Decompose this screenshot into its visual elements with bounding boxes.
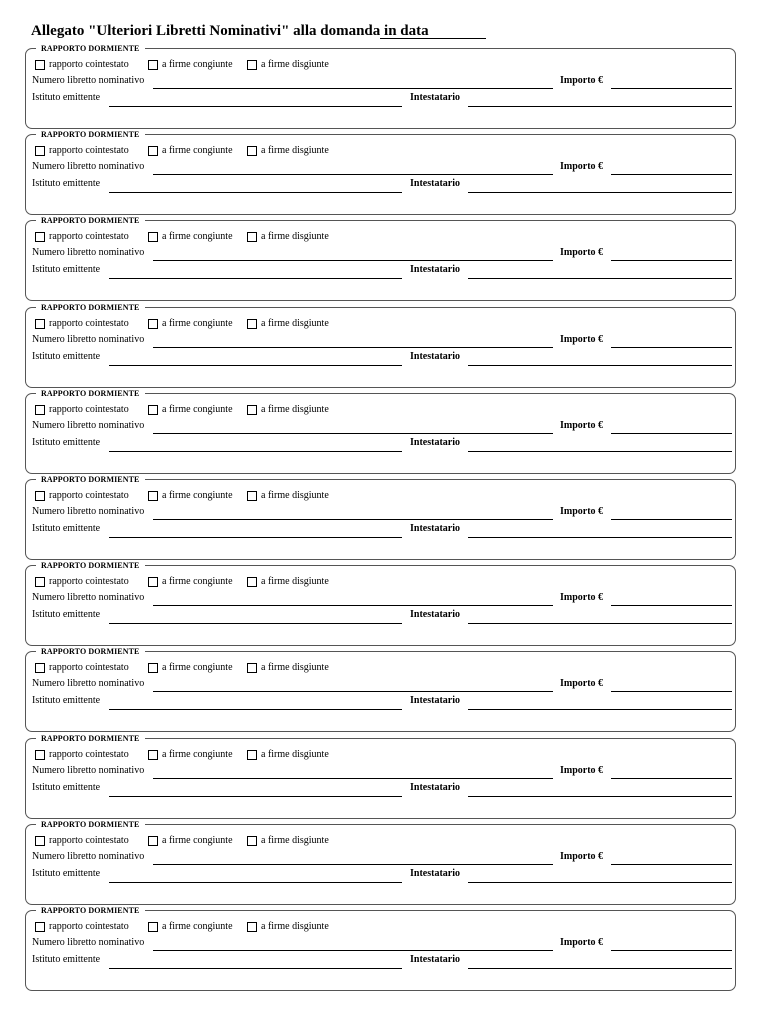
intestatario-label: Intestatario [410, 178, 460, 189]
istituto-emittente-field[interactable] [109, 954, 402, 969]
option-firme-disgiunte[interactable] [247, 404, 329, 416]
date-field[interactable] [380, 38, 486, 39]
istituto-emittente-field[interactable] [109, 264, 402, 279]
checkbox-firme-disgiunte[interactable] [247, 491, 257, 501]
intestatario-field[interactable] [468, 178, 732, 193]
istituto-emittente-field[interactable] [109, 609, 402, 624]
intestatario-field[interactable] [468, 695, 732, 710]
option-rapporto-cointestato[interactable] [35, 145, 129, 157]
istituto-emittente-field[interactable] [109, 523, 402, 538]
option-rapporto-cointestato[interactable] [35, 662, 129, 674]
intestatario-field[interactable] [468, 609, 732, 624]
option-label: a firme congiunte [162, 749, 233, 760]
option-firme-congiunte[interactable] [148, 576, 233, 588]
rapporto-dormiente-section [25, 389, 736, 474]
istituto-emittente-label: Istituto emittente [32, 351, 101, 362]
rapporto-dormiente-section [25, 906, 736, 991]
option-label: a firme congiunte [162, 231, 233, 242]
checkbox-firme-congiunte[interactable] [148, 146, 158, 156]
intestatario-label: Intestatario [410, 351, 460, 362]
numero-libretto-field[interactable] [153, 936, 553, 951]
numero-libretto-field[interactable] [153, 591, 553, 606]
istituto-emittente-field[interactable] [109, 868, 402, 883]
option-label: a firme congiunte [162, 318, 233, 329]
intestatario-label: Intestatario [410, 868, 460, 879]
option-firme-disgiunte[interactable] [247, 231, 329, 243]
numero-libretto-field[interactable] [153, 74, 553, 89]
intestatario-field[interactable] [468, 351, 732, 366]
option-rapporto-cointestato[interactable] [35, 835, 129, 847]
numero-libretto-label: Numero libretto nominativo [32, 937, 145, 948]
option-label: rapporto cointestato [49, 490, 129, 501]
option-label: rapporto cointestato [49, 318, 129, 329]
istituto-emittente-label: Istituto emittente [32, 695, 101, 706]
option-label: a firme congiunte [162, 145, 233, 156]
importo-field[interactable] [611, 246, 732, 261]
section-legend: RAPPORTO DORMIENTE [36, 733, 145, 744]
numero-libretto-label: Numero libretto nominativo [32, 334, 145, 345]
option-firme-congiunte[interactable] [148, 921, 233, 933]
importo-label: Importo € [560, 851, 604, 862]
importo-field[interactable] [611, 764, 732, 779]
numero-libretto-label: Numero libretto nominativo [32, 420, 145, 431]
option-label: rapporto cointestato [49, 749, 129, 760]
numero-libretto-field[interactable] [153, 246, 553, 261]
importo-label: Importo € [560, 678, 604, 689]
option-rapporto-cointestato[interactable] [35, 59, 129, 71]
importo-label: Importo € [560, 592, 604, 603]
checkbox-rapporto-cointestato[interactable] [35, 491, 45, 501]
option-label: rapporto cointestato [49, 835, 129, 846]
importo-field[interactable] [611, 850, 732, 865]
option-label: rapporto cointestato [49, 662, 129, 673]
numero-libretto-label: Numero libretto nominativo [32, 851, 145, 862]
page-title: Allegato "Ulteriori Libretti Nominativi" alla domanda in data [31, 23, 429, 39]
option-rapporto-cointestato[interactable] [35, 921, 129, 933]
option-rapporto-cointestato[interactable] [35, 749, 129, 761]
checkbox-firme-disgiunte[interactable] [247, 836, 257, 846]
checkbox-firme-disgiunte[interactable] [247, 405, 257, 415]
numero-libretto-field[interactable] [153, 677, 553, 692]
rapporto-dormiente-section [25, 475, 736, 560]
rapporto-dormiente-section [25, 734, 736, 819]
intestatario-label: Intestatario [410, 264, 460, 275]
numero-libretto-field[interactable] [153, 419, 553, 434]
section-legend: RAPPORTO DORMIENTE [36, 646, 145, 657]
checkbox-firme-disgiunte[interactable] [247, 146, 257, 156]
section-legend: RAPPORTO DORMIENTE [36, 129, 145, 140]
rapporto-dormiente-section [25, 130, 736, 215]
option-label: rapporto cointestato [49, 231, 129, 242]
checkbox-rapporto-cointestato[interactable] [35, 577, 45, 587]
numero-libretto-label: Numero libretto nominativo [32, 765, 145, 776]
section-legend: RAPPORTO DORMIENTE [36, 302, 145, 313]
checkbox-firme-congiunte[interactable] [148, 922, 158, 932]
option-label: a firme disgiunte [261, 749, 329, 760]
option-rapporto-cointestato[interactable] [35, 404, 129, 416]
importo-label: Importo € [560, 420, 604, 431]
checkbox-rapporto-cointestato[interactable] [35, 319, 45, 329]
importo-label: Importo € [560, 334, 604, 345]
option-firme-congiunte[interactable] [148, 231, 233, 243]
option-label: a firme disgiunte [261, 835, 329, 846]
option-label: rapporto cointestato [49, 59, 129, 70]
istituto-emittente-field[interactable] [109, 782, 402, 797]
numero-libretto-label: Numero libretto nominativo [32, 161, 145, 172]
option-label: a firme disgiunte [261, 231, 329, 242]
rapporto-dormiente-section [25, 561, 736, 646]
option-firme-congiunte[interactable] [148, 835, 233, 847]
section-legend: RAPPORTO DORMIENTE [36, 474, 145, 485]
option-label: rapporto cointestato [49, 145, 129, 156]
importo-field[interactable] [611, 333, 732, 348]
intestatario-field[interactable] [468, 523, 732, 538]
option-label: a firme congiunte [162, 59, 233, 70]
istituto-emittente-label: Istituto emittente [32, 868, 101, 879]
istituto-emittente-label: Istituto emittente [32, 437, 101, 448]
importo-label: Importo € [560, 937, 604, 948]
intestatario-field[interactable] [468, 92, 732, 107]
checkbox-firme-congiunte[interactable] [148, 232, 158, 242]
intestatario-label: Intestatario [410, 609, 460, 620]
rapporto-dormiente-section [25, 216, 736, 301]
importo-label: Importo € [560, 247, 604, 258]
option-label: a firme disgiunte [261, 404, 329, 415]
option-firme-disgiunte[interactable] [247, 921, 329, 933]
checkbox-firme-congiunte[interactable] [148, 319, 158, 329]
importo-field[interactable] [611, 74, 732, 89]
option-firme-congiunte[interactable] [148, 404, 233, 416]
checkbox-firme-disgiunte[interactable] [247, 232, 257, 242]
rapporto-dormiente-section [25, 303, 736, 388]
checkbox-firme-disgiunte[interactable] [247, 922, 257, 932]
istituto-emittente-label: Istituto emittente [32, 92, 101, 103]
checkbox-firme-congiunte[interactable] [148, 663, 158, 673]
option-label: a firme congiunte [162, 835, 233, 846]
intestatario-field[interactable] [468, 954, 732, 969]
rapporto-dormiente-section [25, 44, 736, 129]
numero-libretto-label: Numero libretto nominativo [32, 678, 145, 689]
option-rapporto-cointestato[interactable] [35, 576, 129, 588]
intestatario-label: Intestatario [410, 92, 460, 103]
option-label: a firme congiunte [162, 576, 233, 587]
istituto-emittente-field[interactable] [109, 92, 402, 107]
numero-libretto-field[interactable] [153, 160, 553, 175]
istituto-emittente-field[interactable] [109, 437, 402, 452]
istituto-emittente-label: Istituto emittente [32, 609, 101, 620]
section-legend: RAPPORTO DORMIENTE [36, 215, 145, 226]
intestatario-field[interactable] [468, 782, 732, 797]
option-firme-disgiunte[interactable] [247, 749, 329, 761]
option-label: a firme disgiunte [261, 921, 329, 932]
option-firme-congiunte[interactable] [148, 145, 233, 157]
numero-libretto-field[interactable] [153, 850, 553, 865]
intestatario-label: Intestatario [410, 695, 460, 706]
intestatario-label: Intestatario [410, 523, 460, 534]
istituto-emittente-field[interactable] [109, 695, 402, 710]
importo-field[interactable] [611, 419, 732, 434]
option-rapporto-cointestato[interactable] [35, 231, 129, 243]
option-firme-disgiunte[interactable] [247, 59, 329, 71]
numero-libretto-field[interactable] [153, 333, 553, 348]
option-firme-congiunte[interactable] [148, 318, 233, 330]
checkbox-firme-congiunte[interactable] [148, 577, 158, 587]
section-legend: RAPPORTO DORMIENTE [36, 905, 145, 916]
checkbox-firme-disgiunte[interactable] [247, 319, 257, 329]
rapporto-dormiente-section [25, 820, 736, 905]
checkbox-firme-disgiunte[interactable] [247, 577, 257, 587]
option-label: a firme disgiunte [261, 318, 329, 329]
checkbox-firme-congiunte[interactable] [148, 60, 158, 70]
numero-libretto-field[interactable] [153, 764, 553, 779]
checkbox-firme-congiunte[interactable] [148, 836, 158, 846]
option-firme-disgiunte[interactable] [247, 835, 329, 847]
intestatario-field[interactable] [468, 868, 732, 883]
intestatario-label: Intestatario [410, 437, 460, 448]
intestatario-field[interactable] [468, 264, 732, 279]
option-firme-congiunte[interactable] [148, 490, 233, 502]
option-label: a firme disgiunte [261, 576, 329, 587]
checkbox-rapporto-cointestato[interactable] [35, 146, 45, 156]
istituto-emittente-field[interactable] [109, 178, 402, 193]
checkbox-rapporto-cointestato[interactable] [35, 405, 45, 415]
importo-field[interactable] [611, 160, 732, 175]
checkbox-firme-congiunte[interactable] [148, 405, 158, 415]
checkbox-rapporto-cointestato[interactable] [35, 922, 45, 932]
istituto-emittente-label: Istituto emittente [32, 264, 101, 275]
option-label: a firme disgiunte [261, 59, 329, 70]
option-label: a firme congiunte [162, 662, 233, 673]
option-label: a firme disgiunte [261, 490, 329, 501]
checkbox-rapporto-cointestato[interactable] [35, 60, 45, 70]
checkbox-firme-disgiunte[interactable] [247, 750, 257, 760]
option-firme-disgiunte[interactable] [247, 318, 329, 330]
option-firme-disgiunte[interactable] [247, 145, 329, 157]
section-legend: RAPPORTO DORMIENTE [36, 388, 145, 399]
importo-label: Importo € [560, 765, 604, 776]
option-label: a firme congiunte [162, 490, 233, 501]
rapporto-dormiente-section [25, 647, 736, 732]
option-label: rapporto cointestato [49, 404, 129, 415]
importo-field[interactable] [611, 936, 732, 951]
checkbox-firme-congiunte[interactable] [148, 491, 158, 501]
istituto-emittente-field[interactable] [109, 351, 402, 366]
option-rapporto-cointestato[interactable] [35, 490, 129, 502]
checkbox-firme-disgiunte[interactable] [247, 663, 257, 673]
importo-label: Importo € [560, 161, 604, 172]
option-firme-disgiunte[interactable] [247, 662, 329, 674]
checkbox-firme-disgiunte[interactable] [247, 60, 257, 70]
checkbox-rapporto-cointestato[interactable] [35, 663, 45, 673]
option-label: a firme disgiunte [261, 662, 329, 673]
checkbox-rapporto-cointestato[interactable] [35, 232, 45, 242]
option-firme-disgiunte[interactable] [247, 576, 329, 588]
option-label: a firme congiunte [162, 404, 233, 415]
option-label: rapporto cointestato [49, 576, 129, 587]
option-label: a firme disgiunte [261, 145, 329, 156]
checkbox-firme-congiunte[interactable] [148, 750, 158, 760]
importo-field[interactable] [611, 505, 732, 520]
section-legend: RAPPORTO DORMIENTE [36, 819, 145, 830]
checkbox-rapporto-cointestato[interactable] [35, 750, 45, 760]
importo-field[interactable] [611, 677, 732, 692]
importo-field[interactable] [611, 591, 732, 606]
intestatario-field[interactable] [468, 437, 732, 452]
numero-libretto-label: Numero libretto nominativo [32, 506, 145, 517]
option-rapporto-cointestato[interactable] [35, 318, 129, 330]
option-label: rapporto cointestato [49, 921, 129, 932]
istituto-emittente-label: Istituto emittente [32, 178, 101, 189]
option-firme-congiunte[interactable] [148, 749, 233, 761]
option-firme-disgiunte[interactable] [247, 490, 329, 502]
istituto-emittente-label: Istituto emittente [32, 954, 101, 965]
importo-label: Importo € [560, 75, 604, 86]
numero-libretto-field[interactable] [153, 505, 553, 520]
numero-libretto-label: Numero libretto nominativo [32, 592, 145, 603]
section-legend: RAPPORTO DORMIENTE [36, 560, 145, 571]
option-firme-congiunte[interactable] [148, 662, 233, 674]
section-legend: RAPPORTO DORMIENTE [36, 43, 145, 54]
istituto-emittente-label: Istituto emittente [32, 782, 101, 793]
importo-label: Importo € [560, 506, 604, 517]
option-firme-congiunte[interactable] [148, 59, 233, 71]
numero-libretto-label: Numero libretto nominativo [32, 75, 145, 86]
numero-libretto-label: Numero libretto nominativo [32, 247, 145, 258]
checkbox-rapporto-cointestato[interactable] [35, 836, 45, 846]
istituto-emittente-label: Istituto emittente [32, 523, 101, 534]
intestatario-label: Intestatario [410, 782, 460, 793]
option-label: a firme congiunte [162, 921, 233, 932]
intestatario-label: Intestatario [410, 954, 460, 965]
